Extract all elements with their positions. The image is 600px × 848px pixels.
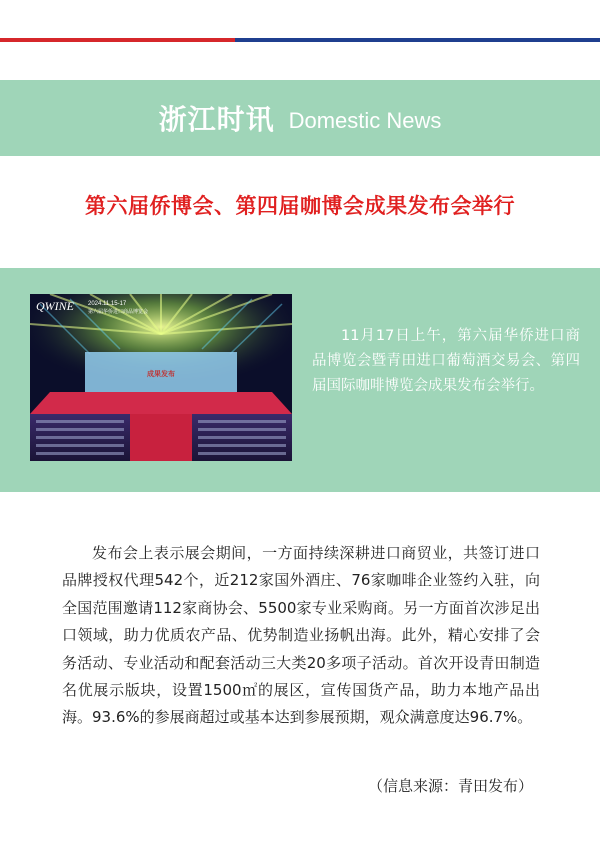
top-rule-blue bbox=[235, 38, 600, 42]
photo-subtext: 第六届华侨进口商品博览会 bbox=[88, 309, 149, 315]
section-header bbox=[0, 80, 600, 156]
photo-date: 2024.11.15-17 bbox=[88, 301, 127, 307]
section-title-en: Domestic News bbox=[288, 108, 442, 133]
article-source: （信息来源：青田发布） bbox=[368, 777, 534, 795]
top-rule bbox=[0, 38, 600, 42]
intro-band bbox=[0, 268, 600, 492]
article-headline: 第六届侨博会、第四届咖博会成果发布会举行 bbox=[85, 194, 515, 218]
photo-stage-text: 成果发布 bbox=[147, 370, 175, 378]
article-body: 发布会上表示展会期间，一方面持续深耕进口商贸业，共签订进口品牌授权代理542个，近212家国外酒庄、76家咖啡企业签约入驻，向全国范围邀请112家商协会、5500家专业采购商。另一方面首次涉足出口领域，助力优质农产品、优势制造业扬帆出海。此外，精心安排了会务活动、专业活动和配套活动三大类20多项子活动。首次开设青田制造名优展示版块，设置1500㎡的展区，宣传国货产品，助力本地产品出海。93.6%的参展商超过或基本达到参展预期，观众满意度达96.7%。 bbox=[62, 544, 540, 727]
section-title-cn: 浙江时讯 bbox=[158, 103, 275, 136]
photo-logo: QWINE bbox=[36, 299, 74, 313]
top-rule-red bbox=[0, 38, 235, 42]
article-intro: 11月17日上午，第六届华侨进口商品博览会暨青田进口葡萄酒交易会、第四届国际咖啡博览会成果发布会举行。 bbox=[312, 328, 580, 394]
event-photo bbox=[30, 294, 292, 461]
